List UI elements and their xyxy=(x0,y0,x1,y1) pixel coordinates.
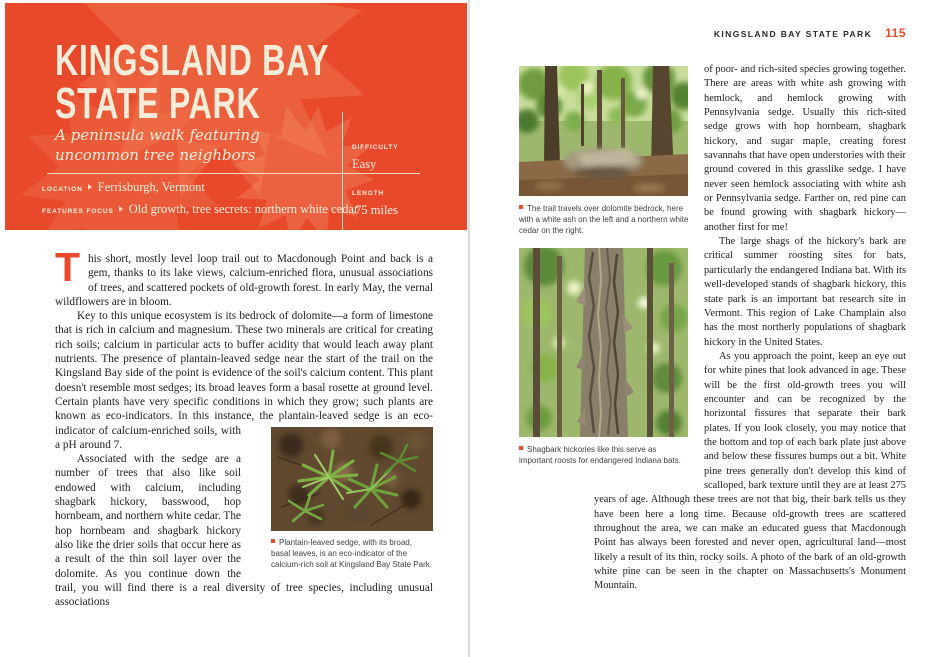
photo-caption xyxy=(271,537,433,570)
chapter-title-line2: STATE PARK xyxy=(55,79,261,128)
location-label: LOCATION xyxy=(42,186,83,193)
right-page-body-text xyxy=(594,63,906,594)
sedge-photo-figure xyxy=(256,427,433,570)
running-header xyxy=(606,24,906,42)
difficulty-meta xyxy=(352,136,398,172)
chapter-subtitle xyxy=(55,125,260,165)
sedge-photo xyxy=(271,427,433,531)
caption-text: The trail travels over dolomite bedrock, here with a white ash on the left and a northern white cedar on the right. xyxy=(519,204,689,235)
length-label: LENGTH xyxy=(352,190,385,197)
length-value: .75 miles xyxy=(352,203,398,217)
arrow-bullet-icon xyxy=(119,206,123,212)
caption-bullet-icon xyxy=(519,205,523,209)
chapter-subtitle-line1: A peninsula walk featuring xyxy=(55,126,260,144)
trail-meta xyxy=(42,179,358,223)
drop-cap: T xyxy=(55,244,81,290)
caption-bullet-icon xyxy=(271,539,275,543)
caption-text: Shagbark hickories like this serve as important roosts for endangered Indiana bats. xyxy=(519,445,681,465)
running-header-title: KINGSLAND BAY STATE PARK xyxy=(713,29,873,39)
difficulty-value: Easy xyxy=(352,157,377,171)
features-label: FEATURES FOCUS xyxy=(42,208,114,215)
paragraph-text: his short, mostly level loop trail out to Macdonough Point and back is a gem, thanks to its lake views, calcium-enriched flora, unusual associations of trees, and scattered pockets of old-growth forest. In early May, the vernal wildflowers are in bloom. xyxy=(55,253,433,308)
paragraph-text: of poor- and rich-sited species growing together. There are areas with white ash growing with hemlock, and hemlock growing with Pennsylvania sedge. Usually this rich-sited sedge grows with hop hornbeam, shagbark hickory, and sugar maple, creating forest savannahs that have open understories with their ground covered in this grasslike sedge. I have never seen hemlock associating with white ash or Pennsylvania sedge. Farther on, red pine can be found growing with shagbark hickory—another first for me! xyxy=(704,64,906,233)
caption-text: Plantain-leaved sedge, with its broad, basal leaves, is an eco-indicator of the calcium-rich soil at Kingsland Bay State Park. xyxy=(271,537,432,569)
chapter-title-line1: KINGSLAND BAY xyxy=(55,36,330,85)
page-gutter xyxy=(468,0,470,657)
photo-column-spacer xyxy=(594,63,704,480)
chapter-subtitle-line2: uncommon tree neighbors xyxy=(55,146,256,164)
paragraph-text: the plantain-leaved sedge is an eco-indicator of calcium-enriched soils, with a pH around 7. xyxy=(55,410,433,451)
arrow-bullet-icon xyxy=(88,184,92,190)
length-meta xyxy=(352,182,398,218)
paragraph-text: Associated with the sedge are a number of trees that also like soil endowed with calcium, including shagbark hickory, basswood, hop hornbeam, and northern white cedar. The hop hornbeam and shagbark hickory also like the drier soils that occur here as a result of the thin soil layer over the dolomite. As you continue down the trail, you will find there is a real diversity of tree species, including unusual associations xyxy=(55,453,433,609)
paragraph-text: As you approach the point, keep an eye out for white pines that look advanced in age. These will be the first old-growth trees you will encounter and can be recognized by the horizontal fissures that separate their bark plates. If you look closely, you may notice that the bottom and top of each bark plate just above and below these fissures bumps out a bit. White pine trees generally don't develop this kind of scalloped, bark texture until they are at least 275 years of age. Although these trees are not that big, their bark tells us they have been here a long time. Because old-growth trees are scattered throughout the area, we can make an educated guess that Macdonough Point has always been forested and never open, agricultural land—most likely a result of its thin, rocky soils. A photo of the bark of an old-growth white pine can be seen in the chapter on Massachusetts's Monument Mountain. xyxy=(594,350,906,592)
page-number: 115 xyxy=(885,26,906,40)
paragraph-text: Key to this unique ecosystem is its bedrock of dolomite—a form of limestone that is rich in calcium and magnesium. These two minerals are critical for creating rich soils; calcium in particular acts to buffer acidity that would leach away plant nutrients. The presence of plantain-leaved sedge near the start of the trail on the Kingsland Bay side of the point is evidence of the soil's calcium content. This plant doesn't resemble most sedges; its broad leaves form a basal rosette at ground level. Certain plants have very specific conditions in which they grow; such plants are known as eco-indicators. In this instance, xyxy=(55,310,433,423)
features-row xyxy=(42,201,358,220)
features-value: Old growth, tree secrets: northern white cedar xyxy=(128,202,359,216)
paragraph xyxy=(55,244,433,309)
location-row xyxy=(42,179,358,198)
left-page-body-text xyxy=(55,244,433,609)
paragraph-text: The large shags of the hickory's bark are critical summer roosting sites for bats, particularly the endangered Indiana bat. With its well-developed stands of shagbark hickory, this state park is an important bat research site in Vermont. This region of Lake Champlain also has the most northerly populations of shagbark hickory in the United States. xyxy=(704,236,906,348)
chapter-header-block xyxy=(5,3,467,230)
chapter-title xyxy=(55,36,330,128)
location-value: Ferrisburgh, Vermont xyxy=(97,180,205,194)
difficulty-label: DIFFICULTY xyxy=(352,144,399,151)
header-horizontal-rule xyxy=(47,173,420,174)
caption-bullet-icon xyxy=(519,446,523,450)
